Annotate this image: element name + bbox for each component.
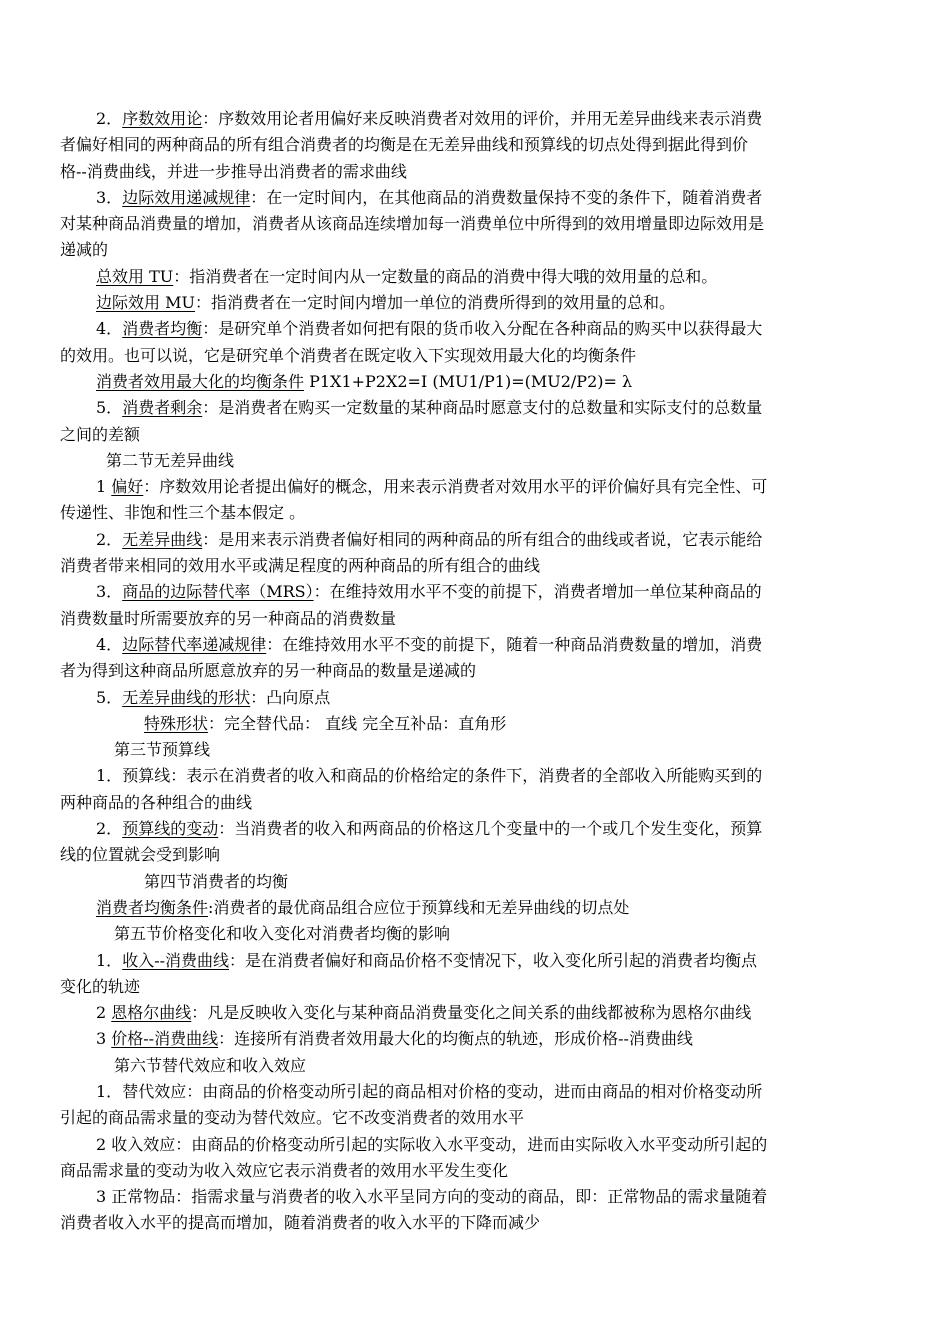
- text-line: [60, 422, 890, 448]
- text-line: [60, 579, 890, 605]
- text-line: [60, 816, 890, 842]
- text-line: [60, 921, 890, 947]
- item-number: 2: [96, 1134, 112, 1154]
- text-line: [60, 869, 890, 895]
- line-text: ：是研究单个消费者如何把有限的货币收入分配在各种商品的购买中以获得最大: [202, 319, 763, 339]
- document-body: [60, 106, 890, 1237]
- line-text: 消费数量时所需要放弃的另一种商品的消费数量: [60, 608, 397, 628]
- line-text: ：连接所有消费者效用最大化的均衡点的轨迹，形成价格--消费曲线: [218, 1029, 693, 1049]
- text-line: [60, 842, 890, 868]
- line-text: ：指消费者在一定时间内从一定数量的商品的消费中得大哦的效用量的总和。: [173, 266, 718, 286]
- line-text: 消费者带来相同的效用水平或满足程度的两种商品的所有组合的曲线: [60, 556, 541, 576]
- line-text: P1X1+P2X2=I (MU1/P1)=(MU2/P2)= λ: [304, 371, 633, 391]
- text-line: [60, 500, 890, 526]
- line-text: 第六节替代效应和收入效应: [114, 1055, 307, 1075]
- defined-term: 边际效用递减规律: [122, 187, 251, 207]
- defined-term: 商品的边际替代率（MRS）: [122, 582, 314, 602]
- text-line: [60, 211, 890, 237]
- line-text: ：指消费者在一定时间内增加一单位的消费所得到的效用量的总和。: [194, 293, 675, 313]
- item-number: 1．: [96, 1081, 123, 1101]
- line-text: 递减的: [60, 240, 109, 260]
- text-line: [60, 264, 890, 290]
- text-line: [60, 763, 890, 789]
- line-text: ：凸向原点: [250, 687, 331, 707]
- text-line: [60, 527, 890, 553]
- line-text: 格--消费曲线，并进一步推导出消费者的需求曲线: [60, 161, 407, 181]
- line-text: ：凡是反映收入变化与某种商品消费量变化之间关系的曲线都被称为恩格尔曲线: [191, 1003, 752, 1023]
- line-text: 之间的差额: [60, 424, 141, 444]
- defined-term: 边际效用 MU: [96, 293, 195, 313]
- line-text: 替代效应：由商品的价格变动所引起的商品相对价格的变动，进而由商品的相对价格变动所: [122, 1081, 763, 1101]
- text-line: [60, 448, 890, 474]
- item-number: 1．: [96, 950, 123, 970]
- line-text: 对某种商品消费量的增加，消费者从该商品连续增加每一消费单位中所得到的效用增量即边际效用是: [60, 214, 765, 234]
- defined-term: 偏好: [111, 477, 144, 497]
- defined-term: 价格--消费曲线: [111, 1029, 219, 1049]
- item-number: 4．: [96, 634, 123, 654]
- text-line: [60, 316, 890, 342]
- line-text: 的效用。也可以说，它是研究单个消费者在既定收入下实现效用最大化的均衡条件: [60, 345, 637, 365]
- line-text: 两种商品的各种组合的曲线: [60, 792, 253, 812]
- item-number: 5．: [96, 687, 123, 707]
- text-line: [60, 1132, 890, 1158]
- defined-term: 序数效用论: [122, 109, 203, 128]
- line-text: 者偏好相同的两种商品的所有组合消费者的均衡是在无差异曲线和预算线的切点处得到据此得到价: [60, 135, 749, 155]
- text-line: [60, 974, 890, 1000]
- defined-term: 消费者剩余: [122, 398, 203, 418]
- text-line: [60, 1210, 890, 1236]
- line-text: ：当消费者的收入和两商品的价格这几个变量中的一个或几个发生变化，预算: [218, 819, 763, 839]
- defined-term: 边际替代率递减规律: [122, 634, 267, 654]
- text-line: [60, 1079, 890, 1105]
- line-text: ：完全替代品： 直线 完全互补品：直角形: [208, 713, 507, 733]
- text-line: [60, 106, 890, 132]
- text-line: [60, 343, 890, 369]
- text-line: [60, 632, 890, 658]
- line-text: 收入效应：由商品的价格变动所引起的实际收入水平变动，进而由实际收入水平变动所引起的: [111, 1134, 768, 1154]
- line-text: ：在维持效用水平不变的前提下，消费者增加一单位某种商品的: [313, 582, 762, 602]
- line-text: ：序数效用论者用偏好来反映消费者对效用的评价，并用无差异曲线来表示消费: [202, 109, 763, 128]
- defined-term: 预算线的变动: [122, 819, 219, 839]
- line-text: 第五节价格变化和收入变化对消费者均衡的影响: [114, 924, 451, 944]
- item-number: 4．: [96, 319, 123, 339]
- text-line: [60, 948, 890, 974]
- line-text: ：序数效用论者提出偏好的概念，用来表示消费者对效用水平的评价偏好具有完全性、可: [143, 477, 768, 497]
- line-text: ：是用来表示消费者偏好相同的两种商品的所有组合的曲线或者说，它表示能给: [202, 529, 763, 549]
- text-line: [60, 474, 890, 500]
- defined-term: 总效用 TU: [96, 266, 174, 286]
- line-text: ：是在消费者偏好和商品价格不变情况下，收入变化所引起的消费者均衡点: [229, 950, 758, 970]
- line-text: 传递性、非饱和性三个基本假定 。: [60, 503, 306, 523]
- line-text: ：在一定时间内，在其他商品的消费数量保持不变的条件下，随着消费者: [250, 187, 763, 207]
- item-number: 3: [96, 1029, 112, 1049]
- text-line: [60, 395, 890, 421]
- item-number: 2: [96, 1003, 112, 1023]
- text-line: [60, 290, 890, 316]
- line-text: 商品需求量的变动为收入效应它表示消费者的效用水平发生变化: [60, 1160, 509, 1180]
- defined-term: 消费者效用最大化的均衡条件: [96, 371, 305, 391]
- item-number: 3．: [96, 187, 123, 207]
- line-text: 第二节无差异曲线: [106, 450, 235, 470]
- text-line: [60, 185, 890, 211]
- text-line: [60, 606, 890, 632]
- line-text: 第三节预算线: [114, 740, 211, 760]
- text-line: [60, 1053, 890, 1079]
- text-line: [60, 685, 890, 711]
- text-line: [60, 1026, 890, 1052]
- text-line: [60, 132, 890, 158]
- text-line: [60, 1000, 890, 1026]
- text-line: [60, 553, 890, 579]
- line-text: :消费者的最优商品组合应位于预算线和无差异曲线的切点处: [208, 897, 630, 917]
- line-text: 第四节消费者的均衡: [144, 871, 289, 891]
- item-number: 2．: [96, 819, 123, 839]
- text-line: [60, 737, 890, 763]
- text-line: [60, 1158, 890, 1184]
- text-line: [60, 1184, 890, 1210]
- line-text: 引起的商品需求量的变动为替代效应。它不改变消费者的效用水平: [60, 1108, 525, 1128]
- line-text: 者为得到这种商品所愿意放弃的另一种商品的数量是递减的: [60, 661, 477, 681]
- line-text: 预算线：表示在消费者的收入和商品的价格给定的条件下，消费者的全部收入所能购买到的: [122, 766, 763, 786]
- line-text: 变化的轨迹: [60, 976, 141, 996]
- defined-term: 消费者均衡条件: [96, 897, 209, 917]
- item-number: 3．: [96, 582, 123, 602]
- line-text: ：在维持效用水平不变的前提下，随着一种商品消费数量的增加，消费: [266, 634, 763, 654]
- line-text: 消费者收入水平的提高而增加，随着消费者的收入水平的下降而减少: [60, 1213, 541, 1233]
- line-text: 正常物品：指需求量与消费者的收入水平呈同方向的变动的商品，即：正常物品的需求量随着: [111, 1187, 768, 1207]
- text-line: [60, 895, 890, 921]
- line-text: ：是消费者在购买一定数量的某种商品时愿意支付的总数量和实际支付的总数量: [202, 398, 763, 418]
- item-number: 1．: [96, 766, 123, 786]
- line-text: 线的位置就会受到影响: [60, 845, 221, 865]
- defined-term: 消费者均衡: [122, 319, 203, 339]
- item-number: 3: [96, 1187, 112, 1207]
- defined-term: 无差异曲线的形状: [122, 687, 251, 707]
- text-line: [60, 790, 890, 816]
- item-number: 1: [96, 477, 112, 497]
- text-line: [60, 658, 890, 684]
- text-line: [60, 237, 890, 263]
- defined-term: 收入--消费曲线: [122, 950, 230, 970]
- item-number: 2．: [96, 529, 123, 549]
- text-line: [60, 711, 890, 737]
- text-line: [60, 1105, 890, 1131]
- defined-term: 特殊形状: [144, 713, 209, 733]
- item-number: 2．: [96, 109, 123, 128]
- item-number: 5．: [96, 398, 123, 418]
- defined-term: 恩格尔曲线: [111, 1003, 192, 1023]
- text-line: [60, 369, 890, 395]
- defined-term: 无差异曲线: [122, 529, 203, 549]
- text-line: [60, 159, 890, 185]
